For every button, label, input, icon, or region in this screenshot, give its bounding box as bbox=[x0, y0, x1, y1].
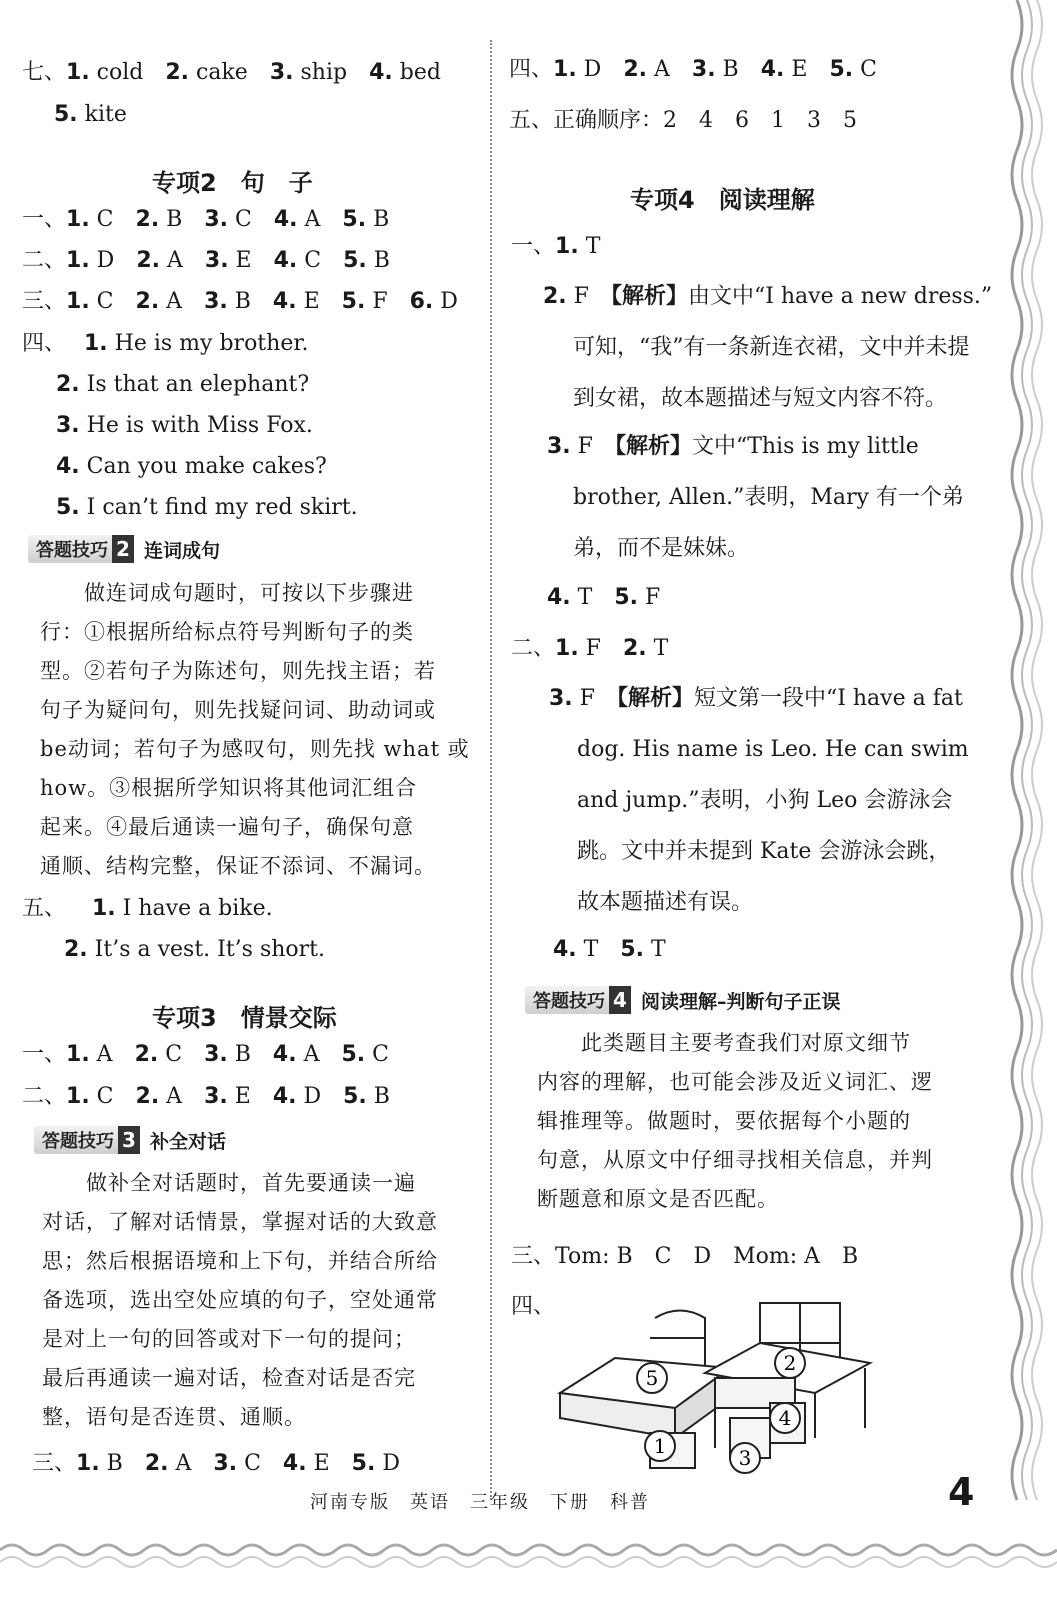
answer-line bbox=[22, 1082, 390, 1112]
bedroom-furniture-picture bbox=[555, 1298, 875, 1488]
answer-sentence bbox=[84, 329, 308, 359]
answer-sentence bbox=[64, 935, 325, 965]
item-number: 2. bbox=[136, 248, 160, 273]
tip-box bbox=[525, 986, 841, 1014]
item-number: 1. bbox=[555, 636, 579, 661]
item-answer: E bbox=[228, 248, 252, 273]
answer-line bbox=[54, 100, 127, 130]
item-answer: It’s a vest. It’s short. bbox=[87, 937, 326, 962]
paragraph-line: be动词；若句子为感叹句，则先找 what 或 bbox=[40, 737, 470, 761]
paragraph-line: 做补全对话题时，首先要通读一遍 bbox=[42, 1171, 416, 1195]
tip-paragraph bbox=[537, 1024, 933, 1219]
item-answer: He is with Miss Fox. bbox=[79, 413, 313, 438]
paragraph-line: 辑推理等。做题时，要依据每个小题的 bbox=[537, 1109, 911, 1133]
item-number: 3. bbox=[549, 686, 573, 711]
item-answer: C bbox=[89, 207, 114, 232]
answer-line: 三、Tom: B C D Mom: A B bbox=[511, 1244, 859, 1269]
question-number: 一、 bbox=[22, 1042, 67, 1067]
item-answer: C bbox=[237, 1451, 261, 1476]
item-number: 3. bbox=[204, 248, 229, 273]
analysis-tag: 【解析】 bbox=[610, 284, 688, 309]
question-number: 五、 bbox=[22, 896, 67, 921]
item-number: 4. bbox=[273, 207, 298, 232]
analysis-line bbox=[549, 684, 963, 714]
item-answer: D bbox=[296, 1084, 322, 1109]
tip-title: 补全对话 bbox=[150, 1130, 227, 1153]
section-title: 专项3 情景交际 bbox=[152, 1004, 337, 1032]
item-answer: I have a bike. bbox=[115, 896, 273, 921]
question-number: 三、 bbox=[32, 1451, 77, 1476]
section-title: 专项4 阅读理解 bbox=[630, 186, 815, 214]
question-number: 一、 bbox=[22, 207, 67, 232]
picture-label: 1 bbox=[653, 1434, 667, 1458]
item-number: 2. bbox=[56, 372, 80, 397]
item-answer: A bbox=[168, 1451, 192, 1476]
question-number: 三、 bbox=[22, 289, 67, 314]
item-number: 4. bbox=[272, 1042, 297, 1067]
paragraph-line: 起来。④最后通读一遍句子，确保句意 bbox=[40, 815, 414, 839]
tip-paragraph bbox=[40, 574, 470, 886]
item-number: 5. bbox=[341, 1042, 366, 1067]
analysis-line: 跳。文中并未提到 Kate 会游泳会跳， bbox=[577, 839, 951, 864]
item-number: 5. bbox=[829, 57, 854, 82]
item-number: 5. bbox=[343, 1084, 367, 1109]
item-number: 1. bbox=[66, 248, 90, 273]
item-number: 1. bbox=[76, 1451, 100, 1476]
item-answer: bed bbox=[392, 60, 441, 85]
analysis-line: 到女裙，故本题描述与短文内容不符。 bbox=[573, 386, 948, 411]
item-number: 5. bbox=[54, 102, 78, 127]
paragraph-line: 思；然后根据语境和上下句，并结合所给 bbox=[42, 1249, 438, 1273]
analysis-line: 可知，“我”有一条新连衣裙，文中并未提 bbox=[573, 335, 970, 360]
item-number: 2. bbox=[623, 57, 647, 82]
paragraph-line: 断题意和原文是否匹配。 bbox=[537, 1187, 779, 1211]
item-number: 3. bbox=[204, 289, 228, 314]
item-number: 4. bbox=[553, 937, 577, 962]
item-number: 4. bbox=[273, 248, 298, 273]
paragraph-line: 对话，了解对话情景，掌握对话的大致意 bbox=[42, 1210, 438, 1234]
item-answer: C bbox=[89, 289, 114, 314]
item-answer: Is that an elephant? bbox=[79, 372, 310, 397]
analysis-tag: 【解析】 bbox=[614, 434, 692, 459]
item-number: 6. bbox=[409, 289, 434, 314]
item-number: 4. bbox=[272, 289, 297, 314]
item-number: 5. bbox=[341, 289, 366, 314]
item-answer: A bbox=[296, 1042, 320, 1067]
item-number: 4. bbox=[547, 585, 571, 610]
item-number: 2. bbox=[622, 636, 647, 661]
item-answer: F bbox=[365, 289, 388, 314]
analysis-line: 故本题描述有误。 bbox=[577, 890, 754, 915]
item-number: 5. bbox=[614, 585, 639, 610]
item-number: 3. bbox=[547, 434, 571, 459]
paragraph-line: 备选项，选出空处应填的句子，空处通常 bbox=[42, 1288, 438, 1312]
answer-line bbox=[32, 1449, 400, 1479]
item-number: 1. bbox=[66, 289, 90, 314]
item-answer: A bbox=[297, 207, 321, 232]
answer-sentence bbox=[92, 894, 273, 924]
item-answer: E bbox=[296, 289, 320, 314]
item-number: 5. bbox=[620, 937, 645, 962]
item-answer: A bbox=[647, 57, 670, 82]
item-answer: B bbox=[99, 1451, 123, 1476]
paragraph-line: 做连词成句题时，可按以下步骤进 bbox=[40, 581, 414, 605]
item-number: 1. bbox=[553, 57, 577, 82]
answer-line bbox=[22, 894, 66, 924]
question-number: 四、 bbox=[22, 331, 67, 356]
item-number: 3. bbox=[691, 57, 716, 82]
item-number: 3. bbox=[204, 207, 229, 232]
paragraph-line: 句子为疑问句，则先找疑问词、助动词或 bbox=[40, 698, 436, 722]
question-number: 二、 bbox=[22, 248, 67, 273]
item-number: 3. bbox=[56, 413, 80, 438]
item-number: 3. bbox=[213, 1451, 238, 1476]
item-answer: F bbox=[572, 686, 617, 711]
picture-label: 3 bbox=[738, 1446, 752, 1470]
item-answer: B bbox=[227, 289, 251, 314]
analysis-line bbox=[547, 432, 919, 462]
column-divider bbox=[490, 40, 492, 1500]
item-answer: kite bbox=[77, 102, 127, 127]
analysis-tag: 【解析】 bbox=[616, 686, 694, 711]
item-answer: T bbox=[644, 937, 666, 962]
question-number: 四、 bbox=[509, 57, 554, 82]
item-number: 5. bbox=[342, 207, 367, 232]
wavy-border-right-icon bbox=[997, 0, 1057, 1600]
item-number: 4. bbox=[56, 454, 80, 479]
answer-line: 五、正确顺序：2 4 6 1 3 5 bbox=[509, 108, 857, 133]
question-number: 二、 bbox=[511, 636, 556, 661]
item-number: 2. bbox=[64, 937, 88, 962]
item-number: 1. bbox=[66, 60, 90, 85]
item-answer: I can’t find my red skirt. bbox=[79, 495, 358, 520]
item-answer: C bbox=[89, 1084, 114, 1109]
paragraph-line: 型。②若句子为陈述句，则先找主语；若 bbox=[40, 659, 436, 683]
page-number: 4 bbox=[948, 1470, 975, 1514]
paragraph-line: 此类题目主要考查我们对原文细节 bbox=[537, 1031, 911, 1055]
analysis-text: 短文第一段中“I have a fat bbox=[693, 686, 963, 711]
item-answer: T bbox=[570, 585, 593, 610]
analysis-line: dog. His name is Leo. He can swim bbox=[577, 737, 969, 762]
item-answer: F bbox=[566, 284, 611, 309]
picture-label: 2 bbox=[783, 1351, 797, 1375]
item-answer: D bbox=[375, 1451, 400, 1476]
item-number: 4. bbox=[272, 1084, 297, 1109]
item-answer: C bbox=[297, 248, 322, 273]
paragraph-line: 是对上一句的回答或对下一句的提问； bbox=[42, 1327, 416, 1351]
item-number: 2. bbox=[543, 284, 567, 309]
tip-title: 连词成句 bbox=[144, 539, 221, 562]
answer-sentence bbox=[56, 370, 309, 400]
tip-title: 阅读理解–判断句子正误 bbox=[641, 990, 841, 1013]
item-answer: F bbox=[638, 585, 661, 610]
item-number: 1. bbox=[66, 1084, 90, 1109]
answer-line bbox=[22, 205, 389, 235]
item-answer: E bbox=[784, 57, 808, 82]
analysis-line: 弟，而不是妹妹。 bbox=[573, 536, 750, 561]
item-number: 3. bbox=[204, 1084, 228, 1109]
item-number: 2. bbox=[135, 207, 160, 232]
item-number: 3. bbox=[269, 60, 294, 85]
item-number: 1. bbox=[84, 331, 108, 356]
answer-line bbox=[547, 583, 660, 613]
item-answer: ship bbox=[293, 60, 348, 85]
tip-badge: 答题技巧 4 bbox=[525, 986, 631, 1014]
analysis-line bbox=[543, 282, 992, 312]
item-answer: F bbox=[578, 636, 601, 661]
paragraph-line: 整，语句是否连贯、通顺。 bbox=[42, 1405, 306, 1429]
answer-sentence bbox=[56, 493, 358, 523]
tip-box bbox=[28, 535, 220, 563]
paragraph-line: 最后再通读一遍对话，检查对话是否完 bbox=[42, 1366, 416, 1390]
item-answer: C bbox=[228, 207, 252, 232]
item-number: 1. bbox=[66, 207, 90, 232]
item-answer: B bbox=[159, 207, 183, 232]
item-answer: A bbox=[159, 289, 183, 314]
item-answer: D bbox=[433, 289, 458, 314]
tip-badge: 答题技巧 3 bbox=[34, 1126, 140, 1154]
item-answer: cake bbox=[189, 60, 248, 85]
paragraph-line: 句意，从原文中仔细寻找相关信息，并判 bbox=[537, 1148, 933, 1172]
item-answer: He is my brother. bbox=[107, 331, 309, 356]
analysis-text: 文中“This is my little bbox=[691, 434, 919, 459]
item-answer: A bbox=[159, 1084, 183, 1109]
item-answer: cold bbox=[89, 60, 144, 85]
analysis-line: brother, Allen.”表明，Mary 有一个弟 bbox=[573, 485, 964, 510]
answer-line bbox=[553, 935, 666, 965]
item-number: 5. bbox=[56, 495, 80, 520]
analysis-line: and jump.”表明，小狗 Leo 会游泳会 bbox=[577, 788, 953, 813]
answer-sentence bbox=[56, 411, 313, 441]
answer-line: 四、 bbox=[511, 1294, 556, 1319]
picture-label: 4 bbox=[778, 1406, 792, 1430]
answer-line bbox=[22, 287, 458, 317]
item-answer: B bbox=[366, 248, 390, 273]
item-number: 2. bbox=[135, 1084, 160, 1109]
item-answer: C bbox=[158, 1042, 183, 1067]
item-answer: E bbox=[227, 1084, 251, 1109]
answer-line bbox=[22, 329, 66, 359]
item-answer: B bbox=[366, 1084, 390, 1109]
answer-sentence bbox=[56, 452, 327, 482]
item-answer: F bbox=[570, 434, 615, 459]
item-answer: C bbox=[853, 57, 877, 82]
tip-box bbox=[34, 1126, 226, 1154]
item-answer: T bbox=[646, 636, 669, 661]
wavy-border-bottom-icon bbox=[0, 1510, 1057, 1600]
item-answer: Can you make cakes? bbox=[79, 454, 327, 479]
page-footer: 河南专版 英语 三年级 下册 科普 bbox=[310, 1492, 650, 1513]
item-number: 1. bbox=[66, 1042, 90, 1067]
analysis-text: 由文中“I have a new dress.” bbox=[687, 284, 993, 309]
item-answer: C bbox=[365, 1042, 389, 1067]
item-number: 5. bbox=[351, 1451, 376, 1476]
answer-line bbox=[22, 58, 441, 88]
answer-line bbox=[22, 1040, 389, 1070]
item-number: 2. bbox=[165, 60, 190, 85]
paragraph-line: 行：①根据所给标点符号判断句子的类 bbox=[40, 620, 414, 644]
item-answer: D bbox=[576, 57, 602, 82]
item-number: 4. bbox=[369, 60, 393, 85]
item-number: 2. bbox=[134, 1042, 159, 1067]
item-answer: A bbox=[160, 248, 183, 273]
question-number: 二、 bbox=[22, 1084, 67, 1109]
item-answer: T bbox=[576, 937, 599, 962]
item-answer: A bbox=[89, 1042, 113, 1067]
section-title: 专项2 句 子 bbox=[152, 169, 313, 197]
answer-line: 一、1. T bbox=[511, 234, 601, 259]
question-number: 七、 bbox=[22, 60, 67, 85]
paragraph-line: 内容的理解，也可能会涉及近义词汇、逻 bbox=[537, 1070, 933, 1094]
item-answer: B bbox=[366, 207, 390, 232]
picture-label: 5 bbox=[645, 1366, 659, 1390]
item-number: 1. bbox=[92, 896, 116, 921]
item-number: 2. bbox=[144, 1451, 169, 1476]
paragraph-line: 通顺、结构完整，保证不添词、不漏词。 bbox=[40, 854, 436, 878]
tip-badge: 答题技巧 2 bbox=[28, 535, 134, 563]
answer-line bbox=[22, 246, 390, 276]
item-number: 2. bbox=[135, 289, 160, 314]
tip-paragraph bbox=[42, 1164, 438, 1437]
item-answer: B bbox=[715, 57, 739, 82]
item-answer: B bbox=[227, 1042, 251, 1067]
answer-line bbox=[509, 55, 877, 85]
item-number: 5. bbox=[343, 248, 367, 273]
item-answer: E bbox=[306, 1451, 330, 1476]
item-number: 3. bbox=[204, 1042, 228, 1067]
item-number: 4. bbox=[760, 57, 785, 82]
item-number: 4. bbox=[282, 1451, 307, 1476]
item-answer: D bbox=[89, 248, 115, 273]
paragraph-line: how。③根据所学知识将其他词汇组合 bbox=[40, 776, 418, 800]
answer-line bbox=[511, 634, 668, 664]
